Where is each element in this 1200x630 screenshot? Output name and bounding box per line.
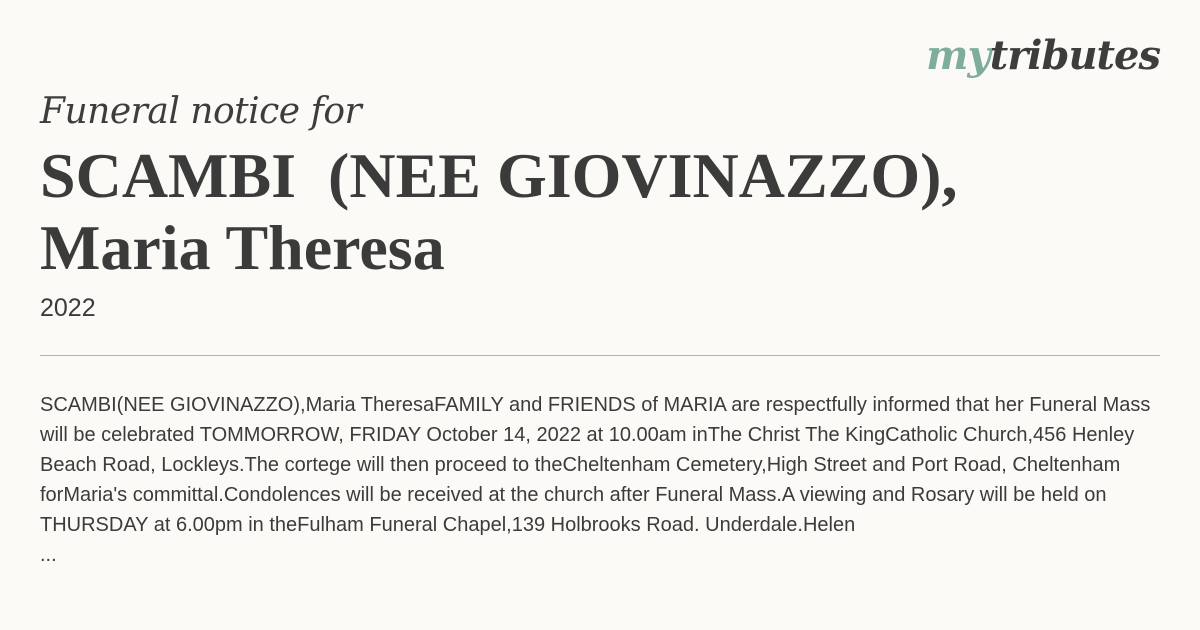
logo-my-text: my [926, 32, 990, 79]
deceased-surname: SCAMBI (NEE GIOVINAZZO), [40, 140, 958, 211]
deceased-given-names: Maria Theresa [40, 212, 445, 283]
notice-year: 2022 [40, 294, 96, 322]
notice-text: SCAMBI(NEE GIOVINAZZO),Maria TheresaFAMILY and FRIENDS of MARIA are respectfully informed that her Funeral Mass will be celebrated TOMMORROW, FRIDAY October 14, 2022 at 10.00am inThe Christ The KingCatholic Church,456 Henley Beach Road, Lockleys.The cortege will then proceed to theCheltenham Cemetery,High Street and Port Road, Cheltenham forMaria's committal.Condolences will be received at the church after Funeral Mass.A viewing and Rosary will be held on THURSDAY at 6.00pm in theFulham Funeral Chapel,139 Holbrooks Road. Underdale.Helen [40, 394, 1151, 536]
deceased-name [40, 140, 1140, 284]
logo-tributes-text: tributes [989, 32, 1160, 79]
notice-subtitle: Funeral notice for [40, 91, 362, 132]
section-divider [40, 355, 1160, 356]
notice-truncation-ellipsis: ... [40, 544, 57, 566]
mytributes-logo[interactable] [926, 32, 1160, 79]
